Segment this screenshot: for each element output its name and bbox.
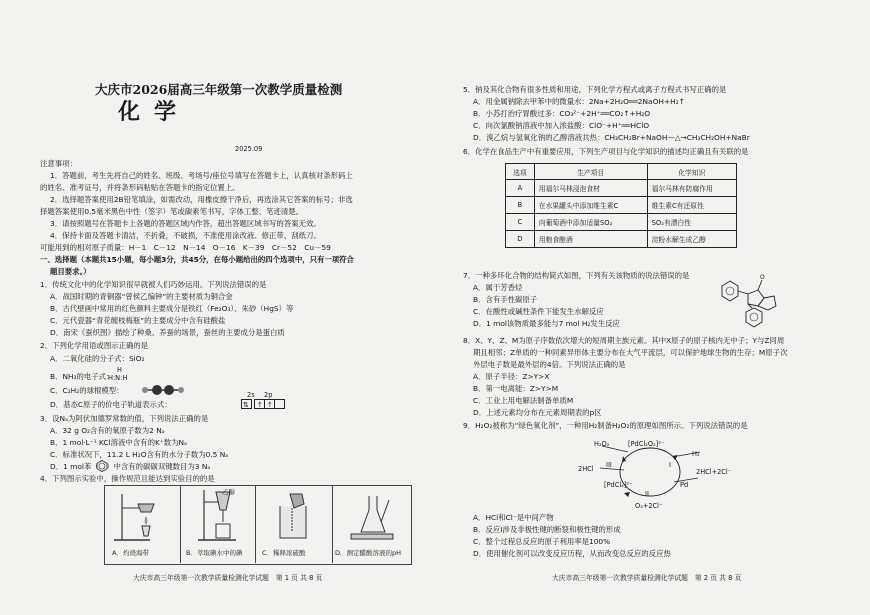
question-7: 7．一种多环化合物的结构简式如图，下列有关该物质的说法错误的是: [463, 271, 690, 280]
q9-option-d: D．使用催化剂可以改变反应历程，从而改变总反应的反应热: [473, 549, 671, 558]
q2-option-b: B．NH₃的电子式：: [50, 372, 114, 381]
q2-option-d: D．基态C原子的价电子轨道表示式：: [50, 400, 172, 409]
ball-stick-model-icon: [140, 384, 186, 396]
question-2: 2．下列化学用语或图示正确的是: [40, 341, 149, 350]
table-row: [506, 180, 737, 197]
notice-4: 4．保持卡面及答题卡清洁，不折叠，不破损，不准使用涂改液、修正带、刮纸刀。: [50, 231, 321, 240]
question-4: 4．下列图示实验中，操作规范且能达到实验目的的是: [40, 474, 215, 483]
subject-title: 化学: [118, 99, 191, 125]
table-cell: 向葡萄酒中添加适量SO₂: [534, 214, 647, 231]
notice-2a: 2．选择题答案使用2B铅笔填涂，如需改动，用橡皮擦干净后，再选涂其它答案的标号；非选: [50, 195, 353, 204]
exam-title: 大庆市2026届高三年级第一次教学质量检测: [95, 82, 343, 97]
table-cell: 用粮食酿酒: [534, 231, 647, 248]
q9-option-a: A．HCl和Cl⁻是中间产物: [473, 513, 554, 522]
cycle-pdcl4: [PdCl₄]²⁻: [604, 481, 633, 489]
table-cell: 福尔马林有防腐作用: [647, 180, 736, 197]
q4-option-c: C．稀释浓硫酸: [262, 549, 306, 557]
table-row: [506, 214, 737, 231]
table-header-cell: 化学知识: [647, 164, 736, 180]
table-cell: 维生素C有还原性: [647, 197, 736, 214]
table-cell: B: [506, 197, 535, 214]
svg-text:⇅: ⇅: [243, 401, 249, 409]
q1-option-b: B．古代壁画中常用的红色颜料主要成分是铁红（Fe₂O₃）、朱砂（HgS）等: [50, 304, 294, 313]
notice-1b: 的姓名、准考证号，并将条形码粘贴在答题卡的指定位置上。: [40, 183, 240, 192]
q8-option-c: C．工业上用电解法制备单质M: [473, 396, 574, 405]
q7-option-b: B．含有手性碳原子: [473, 295, 538, 304]
table-row: [506, 197, 737, 214]
table-row: [506, 231, 737, 248]
q5-option-c: C．向次氯酸钠溶液中加入浓盐酸：ClO⁻+H⁺══HClO: [473, 121, 650, 130]
nh3-top-h: H: [117, 366, 122, 374]
table-cell: 用福尔马林浸泡食材: [534, 180, 647, 197]
exam-date: 2025.09: [235, 145, 263, 153]
notice-2b: 择题答案使用0.5毫米黑色中性（签字）笔或碳素笔书写，字体工整、笔迹清楚。: [40, 207, 304, 216]
q8-option-d: D．上述元素均分布在元素周期表的p区: [473, 408, 602, 417]
cycle-step-1: I: [669, 461, 671, 469]
benzene-ring-icon: [96, 460, 108, 472]
q7-option-d: D．1 mol该物质最多能与7 mol H₂发生反应: [473, 319, 620, 328]
section-heading-b: 题目要求。）: [50, 267, 91, 276]
orbital-label-2s: 2s: [247, 391, 255, 399]
q4-option-d: D．测定醋酸溶液的pH: [335, 549, 402, 557]
notice-1a: 1．答题前，考生先将自己的姓名、班级、考场号/座位号填写在答题卡上，认真核对条形码上: [50, 171, 353, 180]
q8-option-b: B．第一电离能：Z>Y>M: [473, 384, 559, 393]
q5-option-b: B．小苏打治疗胃酸过多：CO₃²⁻+2H⁺══CO₂↑+H₂O: [473, 109, 651, 118]
q1-option-a: A．战国时期的青铜器“曾侯乙编钟”的主要材质为铜合金: [50, 292, 233, 301]
q5-option-d: D．溴乙烷与氢氧化钠的乙醇溶液共热：CH₃CH₂Br+NaOH—△→CH₃CH₂OH+NaBr: [473, 133, 750, 142]
question-1: 1．传统文化中的化学知识很早就被人们巧妙运用。下列说法错误的是: [40, 280, 267, 289]
ph-measurement-icon: [345, 492, 401, 542]
cycle-pd: Pd: [680, 481, 689, 489]
q4-option-a: A．灼烧海带: [112, 549, 149, 557]
table-header-cell: 生产项目: [534, 164, 647, 180]
nh3-electron-formula: H:N:H: [108, 374, 128, 382]
q1-option-d: D．南宋《蚕织图》描绘了种桑、养蚕的场景，蚕丝的主要成分是蛋白质: [50, 328, 285, 337]
table-cell: SO₂有漂白性: [647, 214, 736, 231]
q9-option-c: C．整个过程总反应的原子利用率是100%: [473, 537, 611, 546]
q7-option-c: C．在酸性或碱性条件下能发生水解反应: [473, 307, 604, 316]
cycle-2hcl-left: 2HCl: [578, 465, 594, 473]
q1-option-c: C．元代瓷器“青花缠枝梅瓶”的主要成分中含有硅酸盐: [50, 316, 226, 325]
q9-option-b: B．反应I涉及非极性键的断裂和极性键的形成: [473, 525, 621, 534]
q8-option-a: A．原子半径：Z>Y>X: [473, 372, 550, 381]
notice-heading: 注意事项：: [40, 159, 77, 168]
cycle-step-2: II: [645, 490, 649, 498]
q4-option-b: B．萃取碘水中的碘: [186, 549, 243, 557]
cycle-step-3: III: [606, 461, 612, 469]
atomic-masses: 可能用到的相对原子质量：H－1 C－12 N－14 O－16 K－39 Cr－52 Cu－59: [40, 243, 331, 252]
q7-option-a: A．属于芳香烃: [473, 283, 523, 292]
dilution-beaker-icon: [270, 492, 322, 542]
svg-text:↑: ↑: [257, 401, 263, 409]
q5-option-a: A．用金属钠除去甲苯中的微量水：2Na+2H₂O══2NaOH+H₂↑: [473, 97, 685, 106]
table-cell: C: [506, 214, 535, 231]
question-8-line-1: 8．X、Y、Z、M为原子序数依次增大的短周期主族元素。其中X原子的原子核内无中子；Y与Z同周: [463, 336, 785, 345]
svg-text:O: O: [760, 274, 765, 281]
notice-3: 3．请按照题号在答题卡上各题的答题区域内作答，超出答题区域书写的答案无效。: [50, 219, 321, 228]
table-cell: A: [506, 180, 535, 197]
question-8-line-2: 期且相邻；Z单质的一种同素异形体主要分布在大气平流层，可以保护地球生物的生存；M原子次: [473, 348, 788, 357]
page-footer-1: 大庆市高三年级第一次教学质量检测化学试题 第 1 页 共 8 页: [133, 574, 323, 582]
q3-option-b: B．1 mol·L⁻¹ KCl溶液中含有的K⁺数为Nₐ: [50, 438, 187, 447]
cycle-h2o2: H₂O₂: [594, 440, 610, 448]
q3-option-c: C．标准状况下，11.2 L H₂O含有的水分子数为0.5 Nₐ: [50, 450, 229, 459]
question-9: 9．H₂O₂被称为“绿色氧化剂”，一种用H₂制备H₂O₂的原理如图所示。下列说法错误的是: [463, 421, 748, 430]
table-cell: 在水果罐头中添加维生素C: [534, 197, 647, 214]
cycle-pdcl2o2: [PdCl₂O₂]²⁻: [628, 440, 665, 448]
question-6: 6．化学在食品生产中有重要应用，下列生产项目与化学知识的描述均正确且有关联的是: [463, 147, 749, 156]
q2-option-c: C．C₂H₂的球棍模型：: [50, 386, 124, 395]
section-heading-a: 一、选择题（本题共15小题，每小题3分，共45分，在每小题给出的四个选项中，只有一项符合: [40, 255, 354, 264]
table-cell: D: [506, 231, 535, 248]
table-header-cell: 选项: [506, 164, 535, 180]
table-cell: 淀粉水解生成乙醇: [647, 231, 736, 248]
svg-text:↑: ↑: [267, 401, 273, 409]
cycle-o2: O₂+2Cl⁻: [635, 502, 663, 510]
crucible-apparatus-icon: [110, 490, 176, 542]
orbital-label-2p: 2p: [264, 391, 273, 399]
polycyclic-structure-icon: [712, 272, 782, 334]
q2-option-a: A．二氧化硅的分子式：SiO₂: [50, 354, 145, 363]
table-header-row: [506, 164, 737, 180]
question-8-line-3: 外层电子数是最外层的4倍。下列说法正确的是: [473, 360, 626, 369]
q6-table: [505, 163, 737, 248]
q3-option-d: D．1 mol苯（ ）中含有的碳碳双键数目为3 Nₐ: [50, 462, 211, 471]
separatory-funnel-icon: [196, 488, 246, 542]
ethanol-label: 乙醇: [222, 488, 235, 496]
question-3: 3．设Nₐ为阿伏加德罗常数的值，下列说法正确的是: [40, 414, 209, 423]
question-5: 5．钠及其化合物有很多性质和用途，下列化学方程式或离子方程式书写正确的是: [463, 85, 727, 94]
cycle-2hcl-right: 2HCl+2Cl⁻: [696, 468, 732, 476]
q3-option-a: A．32 g O₂含有的氧原子数为2 Nₐ: [50, 426, 165, 435]
cycle-h2: H₂: [692, 450, 700, 458]
orbital-diagram-icon: [241, 399, 285, 409]
page-footer-2: 大庆市高三年级第一次教学质量检测化学试题 第 2 页 共 8 页: [552, 574, 742, 582]
